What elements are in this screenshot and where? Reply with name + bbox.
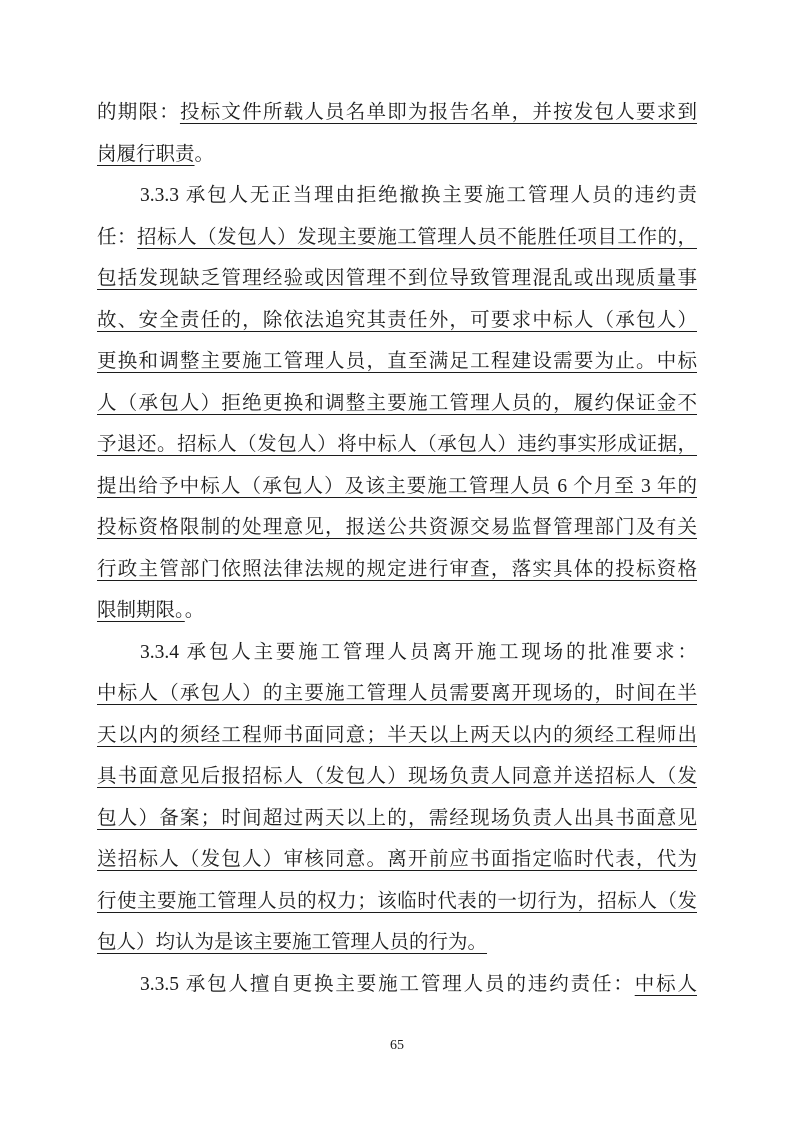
underlined-text-segment: 招标人（发包人）发现主要施工管理人员不能胜任项目工作的， — [137, 226, 697, 248]
text-line — [97, 839, 697, 881]
document-body — [97, 92, 697, 1005]
text-line — [97, 549, 697, 591]
underlined-text-segment: 天以内的须经工程师书面同意；半天以上两天以内的须经工程师出 — [97, 724, 697, 746]
text-line — [97, 756, 697, 798]
text-line — [97, 715, 697, 757]
text-segment: 的期限： — [97, 102, 180, 123]
text-line — [97, 300, 697, 342]
underlined-text-segment: 更换和调整主要施工管理人员，直至满足工程建设需要为止。中标 — [97, 351, 697, 372]
text-line — [97, 134, 697, 176]
text-segment: 3.3.5 承包人擅自更换主要施工管理人员的违约责任： — [140, 973, 635, 995]
underlined-text-segment: 提出给予中标人（承包人）及该主要施工管理人员 6 个月至 3 年的 — [97, 475, 697, 497]
text-line — [97, 507, 697, 549]
underlined-text-segment: 中标人 — [634, 973, 697, 995]
underlined-text-segment: 予退还。招标人（发包人）将中标人（承包人）违约事实形成证据， — [97, 434, 697, 455]
underlined-text-segment: 包人）均认为是该主要施工管理人员的行为。 — [97, 932, 488, 953]
underlined-text-segment: 包人）备案；时间超过两天以上的，需经现场负责人出具书面意见 — [97, 807, 697, 829]
underlined-text-segment: 投标资格限制的处理意见，报送公共资源交易监督管理部门及有关 — [97, 517, 697, 538]
text-segment: 任： — [97, 226, 138, 248]
text-line — [97, 673, 697, 715]
underlined-text-segment: 限制期限。 — [97, 600, 185, 621]
text-segment: 3.3.4 承包人主要施工管理人员离开施工现场的批准要求： — [140, 641, 697, 663]
text-line — [97, 590, 697, 632]
page-number: 65 — [390, 1038, 404, 1053]
text-line — [97, 383, 697, 425]
text-line — [97, 217, 697, 259]
underlined-text-segment: 人（承包人）拒绝更换和调整主要施工管理人员的，履约保证金不 — [97, 392, 697, 414]
underlined-text-segment: 中标人（承包人）的主要施工管理人员需要离开现场的，时间在半 — [97, 683, 697, 704]
text-segment: 。 — [194, 143, 215, 165]
text-segment: 3.3.3 承包人无正当理由拒绝撤换主要施工管理人员的违约责 — [140, 185, 697, 206]
underlined-text-segment: 送招标人（发包人）审核同意。离开前应书面指定临时代表，代为 — [97, 849, 697, 870]
underlined-text-segment: 具书面意见后报招标人（发包人）现场负责人同意并送招标人（发 — [97, 766, 697, 787]
text-line — [97, 798, 697, 840]
underlined-text-segment: 行使主要施工管理人员的权力；该临时代表的一切行为，招标人（发 — [97, 890, 697, 912]
text-line — [97, 341, 697, 383]
text-segment: 。 — [184, 600, 205, 621]
text-line — [97, 964, 697, 1006]
text-line — [97, 881, 697, 923]
text-line — [97, 258, 697, 300]
text-line — [97, 424, 697, 466]
underlined-text-segment: 投标文件所载人员名单即为报告名单，并按发包人要求到 — [179, 102, 697, 123]
underlined-text-segment: 行政主管部门依照法律法规的规定进行审查，落实具体的投标资格 — [97, 558, 697, 580]
underlined-text-segment: 包括发现缺乏管理经验或因管理不到位导致管理混乱或出现质量事 — [97, 268, 697, 289]
text-line — [97, 632, 697, 674]
text-line — [97, 466, 697, 508]
underlined-text-segment: 岗履行职责 — [97, 143, 195, 165]
text-line — [97, 175, 697, 217]
text-line — [97, 922, 697, 964]
underlined-text-segment: 故、安全责任的，除依法追究其责任外，可要求中标人（承包人） — [97, 309, 697, 331]
text-line — [97, 92, 697, 134]
